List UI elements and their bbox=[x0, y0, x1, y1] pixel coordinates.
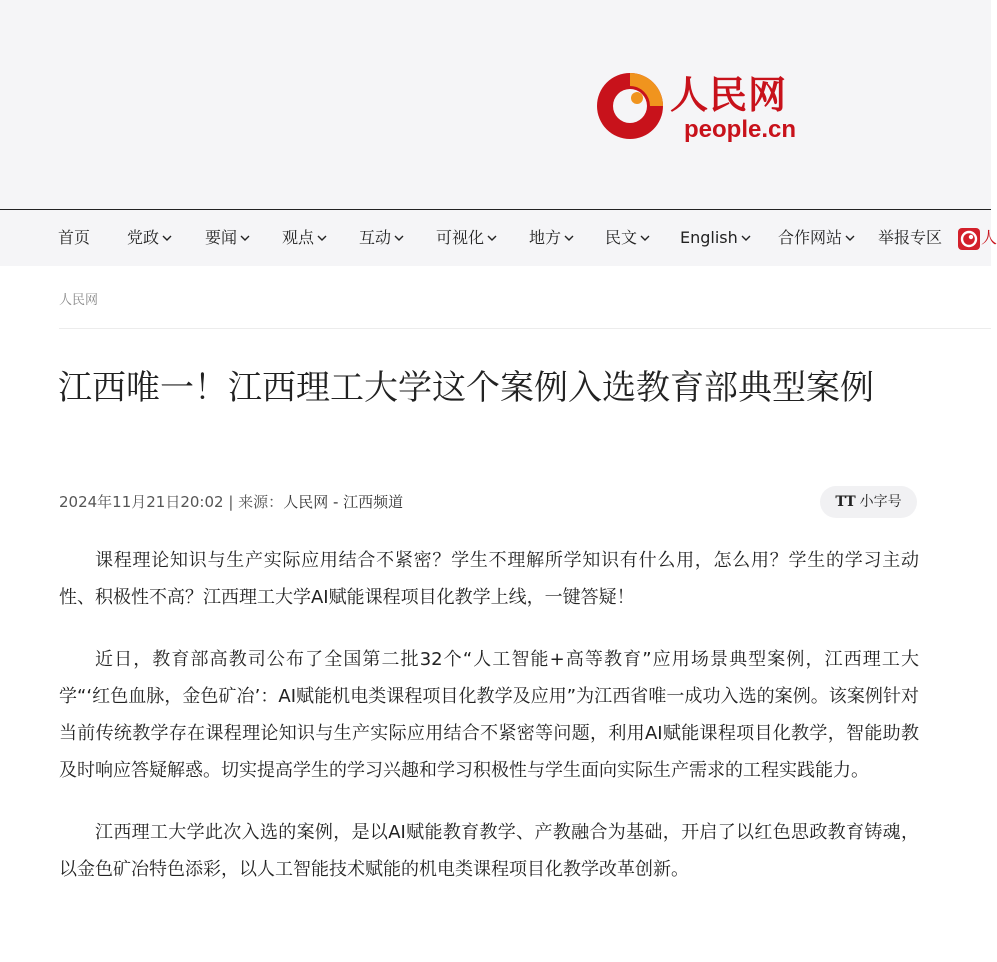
nav-item-hudong[interactable] bbox=[359, 210, 405, 266]
nav-label: 互动 bbox=[359, 228, 392, 247]
nav-label: 民文 bbox=[605, 228, 638, 247]
article-paragraph: 课程理论知识与生产实际应用结合不紧密？学生不理解所学知识有什么用，怎么用？学生的学习主动性、积极性不高？江西理工大学AI赋能课程项目化教学上线，一键答疑！ bbox=[59, 550, 919, 608]
chevron-down-icon bbox=[316, 232, 328, 244]
font-size-icon: TT bbox=[835, 494, 856, 510]
breadcrumb-divider bbox=[59, 328, 991, 329]
main-nav bbox=[0, 209, 997, 266]
chevron-down-icon bbox=[239, 232, 251, 244]
article-source-link[interactable]: 人民网 - 江西频道 bbox=[283, 493, 404, 511]
nav-item-visualization[interactable] bbox=[436, 210, 498, 266]
font-size-label: 小字号 bbox=[859, 494, 902, 510]
nav-label: 合作网站 bbox=[778, 228, 843, 247]
nav-label: English bbox=[680, 228, 738, 247]
nav-item-dangzheng[interactable] bbox=[127, 210, 173, 266]
chevron-down-icon bbox=[161, 232, 173, 244]
chevron-down-icon bbox=[486, 232, 498, 244]
nav-item-local[interactable] bbox=[529, 210, 575, 266]
logo-name-cn: 人民网 bbox=[670, 72, 788, 117]
chevron-down-icon bbox=[393, 232, 405, 244]
site-header bbox=[0, 0, 991, 209]
nav-item-yaowen[interactable] bbox=[205, 210, 251, 266]
chevron-down-icon bbox=[844, 232, 856, 244]
nav-item-report[interactable] bbox=[878, 210, 942, 266]
people-logo-swirl-icon bbox=[592, 64, 670, 146]
logo-name-en: people.cn bbox=[684, 116, 797, 143]
nav-label: 要闻 bbox=[205, 228, 238, 247]
nav-item-minwen[interactable] bbox=[605, 210, 651, 266]
article-datetime: 2024年11月21日20:02 bbox=[59, 493, 224, 511]
chevron-down-icon bbox=[563, 232, 575, 244]
nav-brand-partial[interactable]: 人 bbox=[981, 228, 997, 247]
article-paragraph: 江西理工大学此次入选的案例，是以AI赋能教育教学、产教融合为基础，开启了以红色思政教育铸魂，以金色矿冶特色添彩，以人工智能技术赋能的机电类课程项目化教学改革创新。 bbox=[59, 822, 919, 880]
people-cn-logo[interactable] bbox=[592, 64, 807, 146]
nav-label: 观点 bbox=[282, 228, 315, 247]
article-body bbox=[59, 542, 919, 913]
chevron-down-icon bbox=[740, 232, 752, 244]
article-title: 江西唯一！江西理工大学这个案例入选教育部典型案例 bbox=[58, 369, 874, 407]
chevron-down-icon bbox=[639, 232, 651, 244]
breadcrumb[interactable]: 人民网 bbox=[59, 293, 99, 308]
nav-label: 举报专区 bbox=[878, 228, 943, 247]
people-swirl-small-icon bbox=[958, 228, 980, 250]
nav-label: 党政 bbox=[127, 228, 160, 247]
nav-item-partners[interactable] bbox=[778, 210, 856, 266]
people-app-icon[interactable] bbox=[958, 228, 980, 250]
nav-label: 可视化 bbox=[436, 228, 485, 247]
source-label: | 来源： bbox=[228, 493, 284, 511]
nav-label: 首页 bbox=[58, 228, 91, 247]
nav-item-home[interactable] bbox=[58, 210, 90, 266]
nav-label: 地方 bbox=[529, 228, 562, 247]
font-size-toggle-button[interactable] bbox=[820, 486, 917, 518]
article-paragraph: 近日，教育部高教司公布了全国第二批32个“人工智能+高等教育”应用场景典型案例，江西理工大学“‘红色血脉，金色矿冶’：AI赋能机电类课程项目化教学及应用”为江西省唯一成功入选的案例。该案例针对当前传统教学存在课程理论知识与生产实际应用结合不紧密等问题，利用AI赋能课程项目化教学，智能助教及时响应答疑解惑。切实提高学生的学习兴趣和学习积极性与学生面向实际生产需求的工程实践能力。 bbox=[59, 649, 919, 781]
article-meta bbox=[59, 491, 403, 512]
nav-item-guandian[interactable] bbox=[282, 210, 328, 266]
nav-item-english[interactable] bbox=[680, 210, 752, 266]
